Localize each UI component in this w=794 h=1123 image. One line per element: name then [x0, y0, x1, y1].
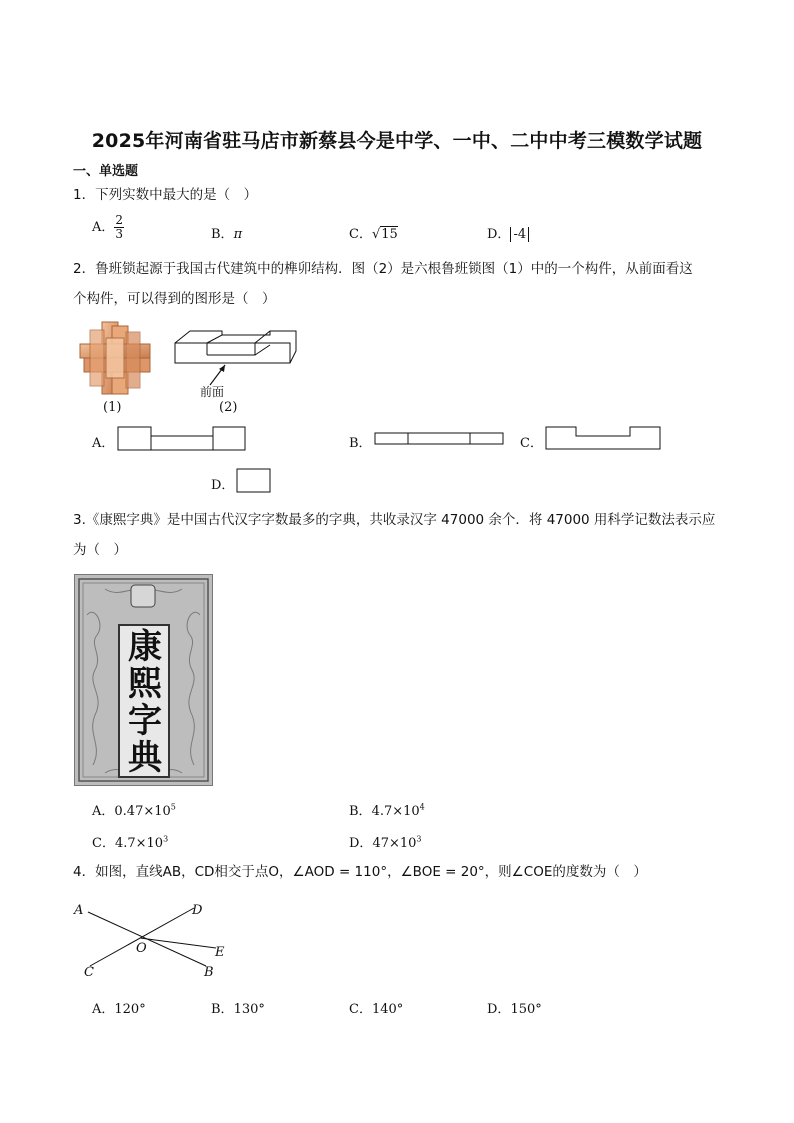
sqrt-icon: √ [371, 227, 381, 242]
q4-option-a[interactable] [92, 998, 146, 1017]
q1-stem: 1．下列实数中最大的是（ ） [73, 187, 258, 203]
q3-b-base: 4.7×10 [371, 804, 420, 819]
q3-stem-line2: 为（ ） [73, 542, 127, 558]
book-title-char: 康 [128, 627, 162, 667]
book-title-char: 字 [128, 701, 162, 741]
book-title [119, 629, 171, 777]
component-drawing [170, 325, 300, 400]
section-heading: 一、单选题 [73, 164, 139, 179]
q3-b-exp: 4 [419, 802, 425, 812]
front-label: 前面 [200, 385, 225, 399]
q2-b-label[interactable]: B． [349, 436, 372, 451]
q3-option-a[interactable] [92, 800, 176, 819]
q1-option-d[interactable] [487, 223, 529, 242]
q1-a-fraction: $\frac{2}{3}$ [115, 213, 124, 241]
q3-c-label: C． [92, 836, 115, 851]
point-c-label: C [84, 965, 94, 980]
q3-d-label: D． [349, 836, 373, 851]
q1-c-label: C． [349, 227, 372, 242]
book-title-char: 熙 [128, 664, 162, 704]
q2-option-c-figure[interactable] [545, 426, 661, 450]
q2-option-a-figure[interactable] [117, 426, 247, 452]
point-o-label: O [136, 941, 147, 956]
q2-option-b-figure[interactable] [374, 432, 504, 446]
q1-b-value: π [233, 227, 243, 242]
q1-d-value: -4 [510, 227, 529, 242]
q1-b-label: B． [211, 227, 234, 242]
q4-d-value: 150° [510, 1002, 542, 1017]
q3-a-label: A． [92, 804, 115, 819]
q2-d-label[interactable]: D． [211, 478, 235, 493]
point-b-label: B [204, 965, 214, 980]
q1-a-label: A． [92, 220, 115, 235]
fig1-label: (1) [103, 400, 122, 415]
point-a-label: A [74, 903, 84, 918]
q4-c-value: 140° [371, 1002, 404, 1017]
q1-option-b[interactable] [211, 223, 242, 242]
fig2-label: (2) [219, 400, 238, 415]
q4-b-label: B． [211, 1002, 234, 1017]
page-title: 2025年河南省驻马店市新蔡县今是中学、一中、二中中考三模数学试题 [91, 130, 703, 152]
q3-option-b[interactable] [349, 800, 425, 819]
q4-d-label: D． [487, 1002, 511, 1017]
q3-a-exp: 5 [170, 802, 176, 812]
luban-lock-image [76, 318, 154, 400]
q2-a-label[interactable]: A． [92, 436, 115, 451]
point-d-label: D [192, 903, 203, 918]
q2-stem-line2: 个构件，可以得到的图形是（ ） [73, 291, 276, 307]
q3-d-base: 47×10 [372, 836, 417, 851]
q1-option-a[interactable] [92, 214, 124, 241]
q4-c-label: C． [349, 1002, 372, 1017]
q1-d-label: D． [487, 227, 511, 242]
q1-option-c[interactable] [349, 223, 398, 242]
book-title-char: 典 [128, 738, 162, 778]
q3-a-base: 0.47×10 [114, 804, 171, 819]
q2-stem-line1: 2．鲁班锁起源于我国古代建筑中的榫卯结构．图（2）是六根鲁班锁图（1）中的一个构件，从前面看这 [73, 261, 693, 277]
q2-c-label[interactable]: C． [520, 436, 543, 451]
q3-b-label: B． [349, 804, 372, 819]
q3-d-exp: 3 [416, 834, 422, 844]
q4-option-b[interactable] [211, 998, 265, 1017]
q4-stem: 4．如图，直线AB，CD相交于点O，∠AOD = 110°，∠BOE = 20°，则∠COE的度数为（ ） [73, 864, 647, 880]
q1-c-radicand: 15 [381, 227, 398, 242]
q3-stem-line1: 3.《康熙字典》是中国古代汉字字数最多的字典，共收录汉字 47000 余个．将 47000 用科学记数法表示应 [73, 512, 716, 528]
q4-b-value: 130° [233, 1002, 265, 1017]
q3-c-exp: 3 [163, 834, 169, 844]
point-e-label: E [215, 945, 225, 960]
q4-a-value: 120° [114, 1002, 146, 1017]
angle-diagram [70, 898, 240, 980]
q3-option-c[interactable] [92, 832, 168, 851]
q4-a-label: A． [92, 1002, 115, 1017]
q3-c-base: 4.7×10 [114, 836, 164, 851]
q2-option-d-figure[interactable] [236, 468, 272, 494]
q4-option-c[interactable] [349, 998, 403, 1017]
q4-option-d[interactable] [487, 998, 542, 1017]
kangxi-dictionary-image [74, 574, 213, 786]
q3-option-d[interactable] [349, 832, 422, 851]
